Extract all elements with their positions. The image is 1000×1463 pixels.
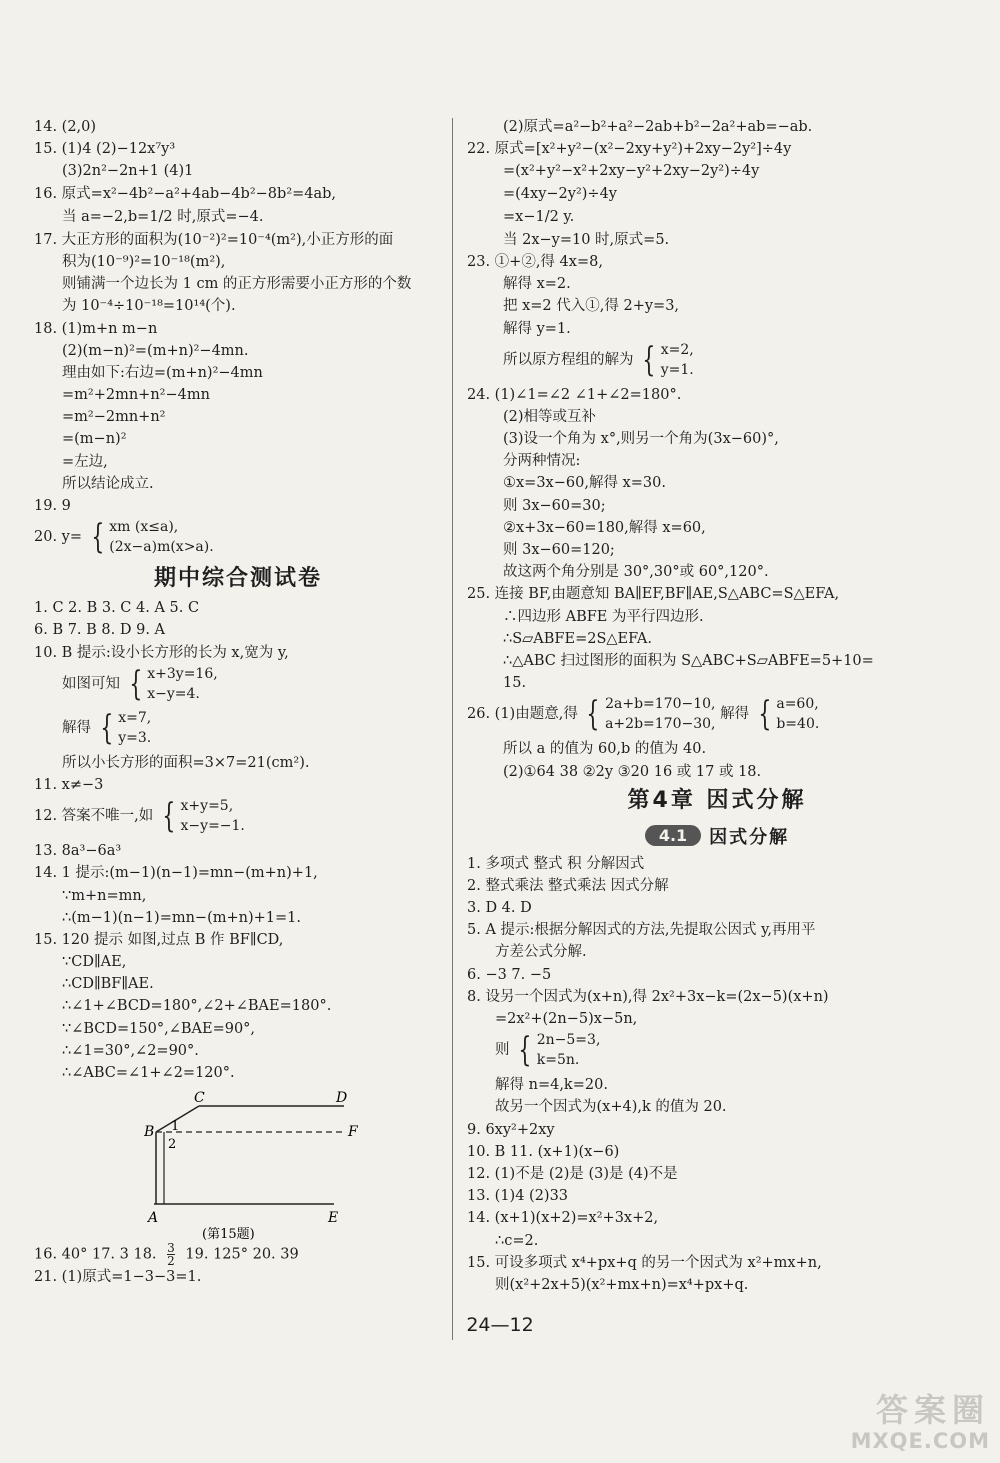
column-divider xyxy=(452,118,453,1340)
answer-line: (2)(m−n)²=(m+n)²−4mn. xyxy=(62,342,249,359)
answer-line: ∴四边形 ABFE 为平行四边形. xyxy=(503,608,704,625)
answer-line: 13. 8a³−6a³ xyxy=(34,843,122,860)
subsection-badge: 4.1 xyxy=(645,825,701,846)
label-angle-2: 2 xyxy=(168,1137,177,1153)
label-B: B xyxy=(144,1124,155,1141)
answer-line: 15. (1)4 (2)−12x⁷y³ xyxy=(34,141,176,158)
right-column xyxy=(467,116,967,1296)
answer-line: 积为(10⁻⁹)²=10⁻¹⁸(m²), xyxy=(62,253,226,270)
answer-line: 12. (1)不是 (2)是 (3)是 (4)不是 xyxy=(467,1165,678,1182)
answer-line: 故另一个因式为(x+4),k 的值为 20. xyxy=(495,1099,727,1116)
answer-line: =(m−n)² xyxy=(62,431,127,448)
answer-line: 24. (1)∠1=∠2 ∠1+∠2=180°. xyxy=(467,386,682,403)
answer-line: =(x²+y²−x²+2xy−y²+2xy−2y²)÷4y xyxy=(503,163,760,180)
label-angle-1: 1 xyxy=(171,1119,180,1135)
label-A: A xyxy=(148,1210,159,1227)
answer-line: 10. B 11. (x+1)(x−6) xyxy=(467,1143,620,1160)
section-title-midterm: 期中综合测试卷 xyxy=(153,566,322,592)
equation-system: 所以原方程组的解为 { x=2, y=1. xyxy=(503,339,694,380)
answer-line: ∵m+n=mn, xyxy=(62,887,147,904)
answer-line: ∴∠ABC=∠1+∠2=120°. xyxy=(62,1065,235,1081)
answer-line: ∵CD∥AE, xyxy=(62,954,127,971)
answer-line: 23. ①+②,得 4x=8, xyxy=(467,253,603,270)
answer-line: =左边, xyxy=(62,453,108,470)
answer-line: 17. 大正方形的面积为(10⁻²)²=10⁻⁴(m²),小正方形的面 xyxy=(34,231,394,248)
answer-line: 21. (1)原式=1−3−3=1. xyxy=(34,1269,202,1286)
answer-line: 分两种情况: xyxy=(503,453,581,470)
answer-line: 6. −3 7. −5 xyxy=(467,966,552,983)
answer-line: (2)①64 38 ②2y ③20 16 或 17 或 18. xyxy=(503,763,762,780)
answer-line: 3. D 4. D xyxy=(467,900,532,917)
answer-line: 所以结论成立. xyxy=(62,475,154,492)
answer-line: ∴∠1+∠BCD=180°,∠2+∠BAE=180°. xyxy=(62,998,332,1015)
answer-line: ∴(m−1)(n−1)=mn−(m+n)+1=1. xyxy=(62,909,301,926)
equation-system: 26. (1)由题意,得 { 2a+b=170−10, a+2b=170−30, 解得 { a=60, b=40. xyxy=(467,694,820,735)
label-F: F xyxy=(348,1124,358,1141)
label-E: E xyxy=(328,1210,339,1227)
answer-line: 15. 可设多项式 x⁴+px+q 的另一个因式为 x²+mx+n, xyxy=(467,1254,822,1271)
answer-line: ∴△ABC 扫过图形的面积为 S△ABC+S▱ABFE=5+10= xyxy=(503,652,874,669)
answer-line: 14. (2,0) xyxy=(34,119,97,135)
answer-line: ∴CD∥BF∥AE. xyxy=(62,976,154,993)
answer-line: 把 x=2 代入①,得 2+y=3, xyxy=(503,298,680,315)
answer-line: 则 3x−60=30; xyxy=(503,497,606,514)
answer-line: 9. 6xy²+2xy xyxy=(467,1121,555,1138)
answer-line: 22. 原式=[x²+y²−(x²−2xy+y²)+2xy−2y²]÷4y xyxy=(467,141,792,158)
chapter-title: 第4章 因式分解 xyxy=(627,787,807,813)
answer-line: 2. 整式乘法 整式乘法 因式分解 xyxy=(467,877,669,894)
label-C: C xyxy=(194,1090,205,1107)
answer-line: 解得 x=2. xyxy=(503,276,571,293)
answer-line: =m²−2mn+n² xyxy=(62,409,166,426)
answer-line: =x−1/2 y. xyxy=(503,208,575,225)
answer-line: 11. x≠−3 xyxy=(34,776,104,793)
answer-line: 18. (1)m+n m−n xyxy=(34,320,158,337)
figure-caption: (第15题) xyxy=(202,1227,255,1241)
answer-line: (2)相等或互补 xyxy=(503,408,597,425)
answer-line: 则(x²+2x+5)(x²+mx+n)=x⁴+px+q. xyxy=(495,1276,749,1293)
answer-line: (3)2n²−2n+1 (4)1 xyxy=(62,163,194,180)
answer-line: 6. B 7. B 8. D 9. A xyxy=(34,622,166,639)
answer-line: 16. 原式=x²−4b²−a²+4ab−4b²−8b²=4ab, xyxy=(34,185,337,202)
answer-line: 故这两个角分别是 30°,30°或 60°,120°. xyxy=(503,564,769,581)
answer-line: 所以 a 的值为 60,b 的值为 40. xyxy=(503,741,707,758)
answer-line: 解得 y=1. xyxy=(503,320,571,337)
answer-line: 15. xyxy=(503,675,527,692)
answer-line: 方差公式分解. xyxy=(495,944,587,961)
answer-line: 5. A 提示:根据分解因式的方法,先提取公因式 y,再用平 xyxy=(467,922,816,939)
answer-line: ①x=3x−60,解得 x=30. xyxy=(503,475,666,492)
answer-line: 为 10⁻⁴÷10⁻¹⁸=10¹⁴(个). xyxy=(62,298,236,315)
label-D: D xyxy=(336,1090,348,1107)
answer-line: =(4xy−2y²)÷4y xyxy=(503,185,618,202)
answer-line: 理由如下:右边=(m+n)²−4mn xyxy=(62,364,263,381)
page-number: 24—12 xyxy=(466,1314,534,1336)
fraction: $\frac{3}{2}$ xyxy=(167,1241,175,1269)
answer-line: 15. 120 提示 如图,过点 B 作 BF∥CD, xyxy=(34,931,284,948)
answer-line: (3)设一个角为 x°,则另一个角为(3x−60)°, xyxy=(503,431,779,448)
answer-line: 8. 设另一个因式为(x+n),得 2x²+3x−k=(2x−5)(x+n) xyxy=(467,988,829,1005)
answer-line: 19. 9 xyxy=(34,498,71,514)
answer-line: 10. B 提示:设小长方形的长为 x,宽为 y, xyxy=(34,644,289,661)
left-column xyxy=(34,116,442,1288)
answer-line: 16. 40° 17. 3 18. $\frac{3}{2}$ 19. 125° 20. 39 xyxy=(34,1241,299,1269)
answer-line: 当 a=−2,b=1/2 时,原式=−4. xyxy=(62,208,264,225)
answer-line: ∵∠BCD=150°,∠BAE=90°, xyxy=(62,1020,256,1037)
answer-line: ∴S▱ABFE=2S△EFA. xyxy=(503,630,653,647)
answer-line: 14. 1 提示:(m−1)(n−1)=mn−(m+n)+1, xyxy=(34,865,318,882)
geometry-diagram xyxy=(144,1084,374,1240)
answer-line: 25. 连接 BF,由题意知 BA∥EF,BF∥AE,S△ABC=S△EFA, xyxy=(467,586,840,603)
equation-system: 则 { 2n−5=3, k=5n. xyxy=(495,1030,601,1071)
answer-line: ②x+3x−60=180,解得 x=60, xyxy=(503,519,706,536)
equation-system: 如图可知 { x+3y=16, x−y=4. xyxy=(62,663,218,704)
subsection-header xyxy=(467,819,967,853)
answer-line: ∴c=2. xyxy=(495,1232,539,1249)
answer-line: 14. (x+1)(x+2)=x²+3x+2, xyxy=(467,1210,659,1227)
equation-system: 12. 答案不唯一,如 { x+y=5, x−y=−1. xyxy=(34,796,245,837)
answer-line: 则铺满一个边长为 1 cm 的正方形需要小正方形的个数 xyxy=(62,276,412,293)
geometry-figure-15 xyxy=(34,1084,442,1242)
piecewise-answer: 20. y= { xm (x≤a), (2x−a)m(x>a). xyxy=(34,517,214,558)
answer-line: 所以小长方形的面积=3×7=21(cm²). xyxy=(62,754,310,771)
answer-line: =m²+2mn+n²−4mn xyxy=(62,387,210,404)
answer-line: 1. 多项式 整式 积 分解因式 xyxy=(467,855,645,872)
watermark-logo: 答案圈 MXQE.COM xyxy=(850,1391,990,1453)
answer-line: (2)原式=a²−b²+a²−2ab+b²−2a²+ab=−ab. xyxy=(503,119,813,135)
answer-line: ∴∠1=30°,∠2=90°. xyxy=(62,1042,199,1059)
subsection-title: 因式分解 xyxy=(709,826,790,848)
answer-line: 则 3x−60=120; xyxy=(503,542,615,558)
equation-system: 解得 { x=7, y=3. xyxy=(62,707,152,748)
answer-line: 解得 n=4,k=20. xyxy=(495,1077,608,1094)
answer-line: 13. (1)4 (2)33 xyxy=(467,1188,569,1205)
answer-line: =2x²+(2n−5)x−5n, xyxy=(495,1011,638,1027)
answer-line: 当 2x−y=10 时,原式=5. xyxy=(503,231,670,248)
answer-line: 1. C 2. B 3. C 4. A 5. C xyxy=(34,600,200,617)
